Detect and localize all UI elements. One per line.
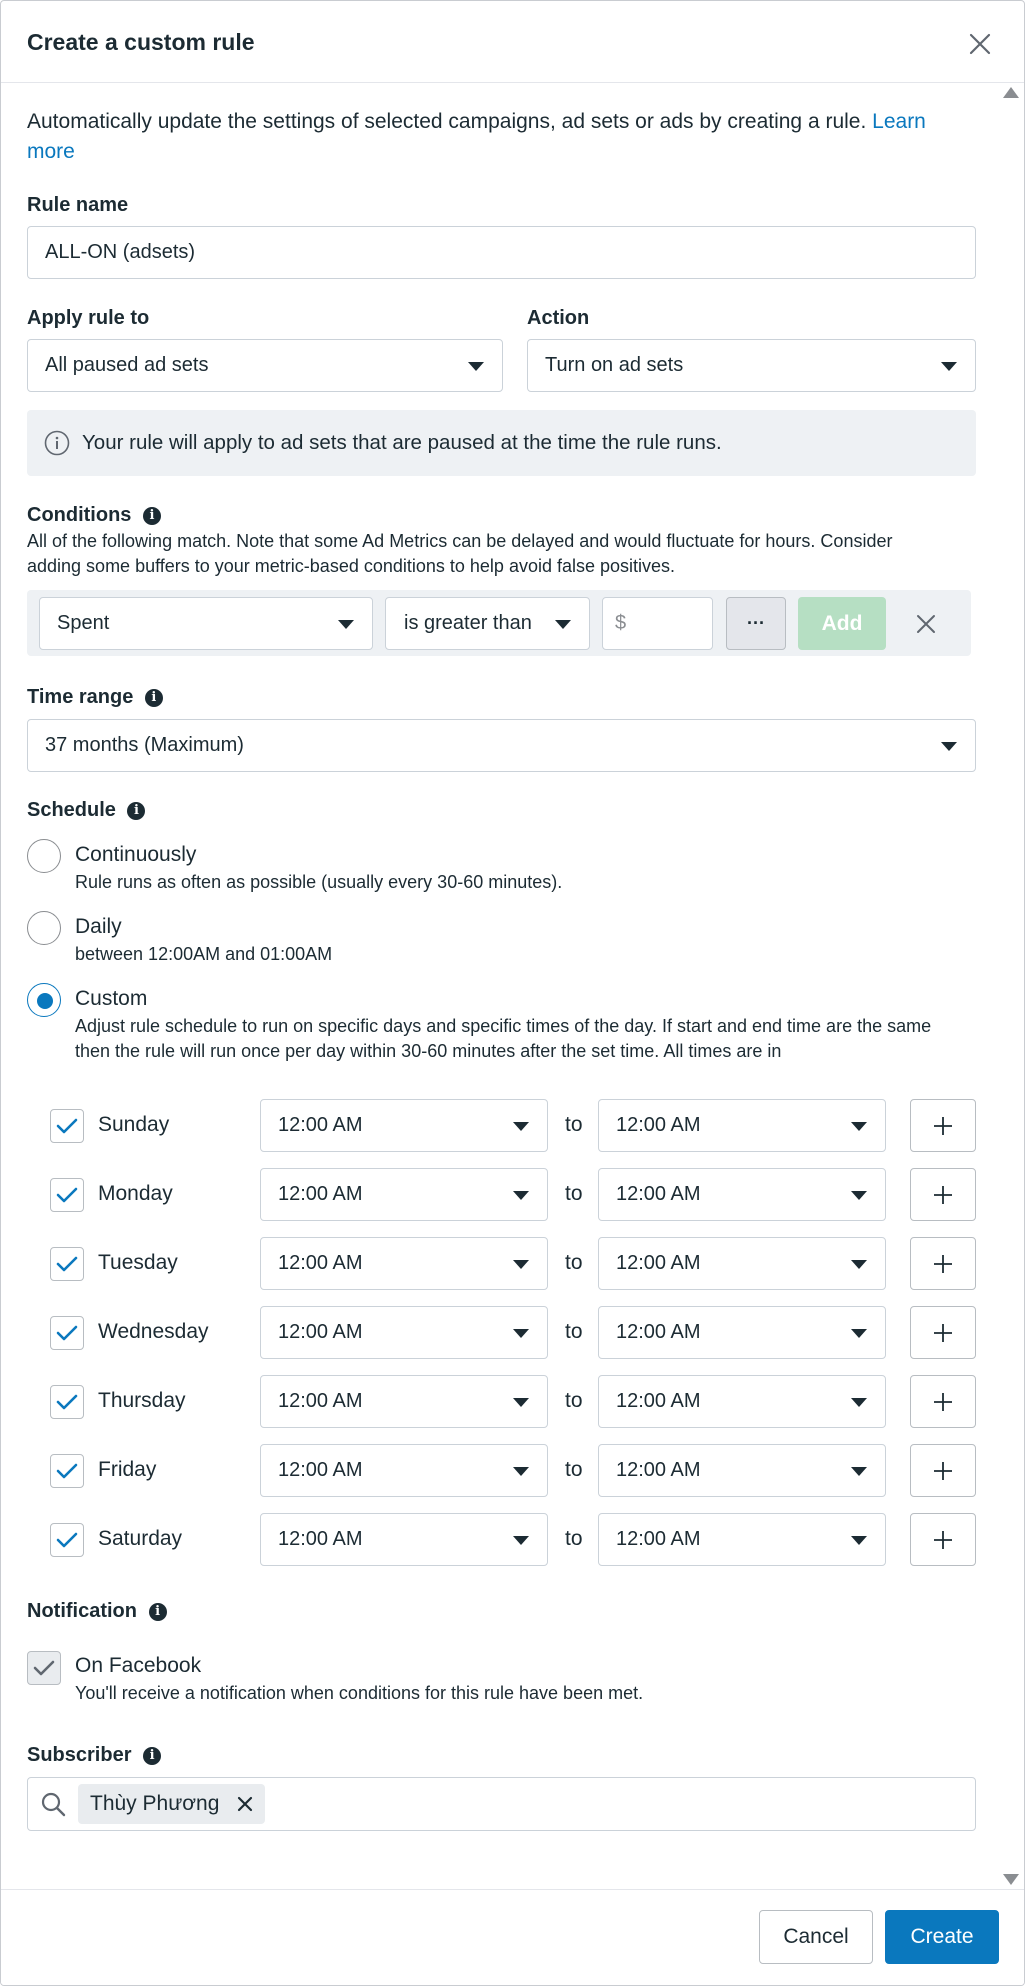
add-time-button-friday[interactable] <box>910 1444 976 1497</box>
action-select[interactable] <box>527 339 976 392</box>
add-time-button-thursday[interactable] <box>910 1375 976 1428</box>
chevron-down-icon <box>851 1329 867 1338</box>
to-label: to <box>565 1458 583 1481</box>
chevron-down-icon <box>851 1467 867 1476</box>
info-icon[interactable]: i <box>127 802 145 820</box>
start-time-select-friday[interactable] <box>260 1444 548 1497</box>
day-checkbox-thursday[interactable] <box>50 1385 84 1419</box>
plus-icon <box>933 1530 953 1550</box>
rule-name-value: ALL-ON (adsets) <box>45 241 196 263</box>
check-icon <box>33 1659 55 1677</box>
condition-metric-select[interactable] <box>39 597 373 650</box>
add-condition-button[interactable] <box>798 597 886 650</box>
add-time-button-wednesday[interactable] <box>910 1306 976 1359</box>
end-time-select-friday[interactable] <box>598 1444 886 1497</box>
chevron-down-icon <box>851 1122 867 1131</box>
check-icon <box>56 1531 78 1549</box>
search-icon <box>40 1791 66 1817</box>
close-icon <box>237 1796 253 1812</box>
start-time-value: 12:00 AM <box>278 1183 363 1205</box>
chevron-down-icon <box>851 1536 867 1545</box>
chevron-down-icon <box>851 1398 867 1407</box>
end-time-select-monday[interactable] <box>598 1168 886 1221</box>
chevron-down-icon <box>555 620 571 629</box>
notification-facebook-label: On Facebook <box>75 1654 202 1677</box>
notification-facebook-sub: You'll receive a notification when conditions for this rule have been met. <box>75 1683 644 1703</box>
schedule-continuously-sub: Rule runs as often as possible (usually every 30-60 minutes). <box>75 872 563 892</box>
check-icon <box>56 1462 78 1480</box>
currency-placeholder: $ <box>615 612 627 634</box>
plus-icon <box>933 1116 953 1136</box>
plus-icon <box>933 1392 953 1412</box>
day-label-wednesday: Wednesday <box>98 1320 209 1343</box>
end-time-value: 12:00 AM <box>616 1390 701 1412</box>
schedule-label <box>27 799 145 822</box>
create-button[interactable] <box>885 1910 999 1964</box>
conditions-label-text: Conditions <box>27 504 132 526</box>
dialog-title: Create a custom rule <box>27 29 255 55</box>
schedule-daily-sub: between 12:00AM and 01:00AM <box>75 944 333 964</box>
start-time-value: 12:00 AM <box>278 1252 363 1274</box>
chevron-down-icon <box>468 362 484 371</box>
notification-label-text: Notification <box>27 1600 137 1622</box>
remove-subscriber-button[interactable] <box>237 1796 253 1812</box>
start-time-value: 12:00 AM <box>278 1114 363 1136</box>
subscriber-chip <box>78 1784 265 1824</box>
end-time-select-tuesday[interactable] <box>598 1237 886 1290</box>
dialog-header <box>1 1 1025 83</box>
end-time-value: 12:00 AM <box>616 1321 701 1343</box>
scroll-up-arrow[interactable] <box>1003 87 1019 98</box>
apply-rule-value: All paused ad sets <box>45 354 209 376</box>
to-label: to <box>565 1320 583 1343</box>
end-time-select-wednesday[interactable] <box>598 1306 886 1359</box>
start-time-value: 12:00 AM <box>278 1528 363 1550</box>
condition-value-input[interactable] <box>602 597 713 650</box>
info-banner <box>27 410 976 476</box>
subscriber-input[interactable] <box>27 1777 976 1831</box>
learn-more-link[interactable]: Learn more <box>27 110 926 163</box>
day-checkbox-saturday[interactable] <box>50 1523 84 1557</box>
check-icon <box>56 1393 78 1411</box>
chevron-down-icon <box>513 1467 529 1476</box>
start-time-value: 12:00 AM <box>278 1321 363 1343</box>
chevron-down-icon <box>513 1398 529 1407</box>
close-button[interactable] <box>963 27 997 61</box>
action-value: Turn on ad sets <box>545 354 684 376</box>
notification-label <box>27 1600 167 1623</box>
condition-operator-select[interactable] <box>385 597 590 650</box>
schedule-continuously-radio[interactable] <box>27 839 61 873</box>
day-checkbox-friday[interactable] <box>50 1454 84 1488</box>
start-time-value: 12:00 AM <box>278 1459 363 1481</box>
add-time-button-sunday[interactable] <box>910 1099 976 1152</box>
day-checkbox-tuesday[interactable] <box>50 1247 84 1281</box>
add-condition-label: Add <box>821 611 863 635</box>
schedule-daily-label: Daily <box>75 915 122 938</box>
plus-icon <box>933 1323 953 1343</box>
check-icon <box>56 1117 78 1135</box>
start-time-select-monday[interactable] <box>260 1168 548 1221</box>
day-label-saturday: Saturday <box>98 1527 183 1550</box>
chevron-down-icon <box>513 1260 529 1269</box>
chevron-down-icon <box>513 1122 529 1131</box>
day-label-tuesday: Tuesday <box>98 1251 178 1274</box>
action-label: Action <box>527 307 590 329</box>
info-icon[interactable]: i <box>145 689 163 707</box>
plus-icon <box>933 1185 953 1205</box>
dialog-footer <box>1 1889 1025 1986</box>
end-time-value: 12:00 AM <box>616 1528 701 1550</box>
chevron-down-icon <box>513 1536 529 1545</box>
schedule-daily-radio[interactable] <box>27 911 61 945</box>
apply-rule-label: Apply rule to <box>27 307 150 329</box>
start-time-select-sunday[interactable] <box>260 1099 548 1152</box>
condition-metric-value: Spent <box>57 612 110 634</box>
day-checkbox-monday[interactable] <box>50 1178 84 1212</box>
more-options-icon: ··· <box>747 613 765 633</box>
day-checkbox-wednesday[interactable] <box>50 1316 84 1350</box>
close-icon <box>969 33 991 55</box>
info-icon <box>44 430 70 456</box>
conditions-description-line1: All of the following match. Note that some Ad Metrics can be delayed and would fluctuate for hours. Consider <box>27 531 893 551</box>
rule-name-input[interactable] <box>27 226 976 279</box>
end-time-select-thursday[interactable] <box>598 1375 886 1428</box>
time-range-select[interactable] <box>27 719 976 772</box>
start-time-select-wednesday[interactable] <box>260 1306 548 1359</box>
check-icon <box>56 1255 78 1273</box>
time-range-label-text: Time range <box>27 686 134 708</box>
plus-icon <box>933 1461 953 1481</box>
chevron-down-icon <box>851 1260 867 1269</box>
to-label: to <box>565 1182 583 1205</box>
chevron-down-icon <box>513 1191 529 1200</box>
start-time-select-tuesday[interactable] <box>260 1237 548 1290</box>
schedule-custom-sub <box>75 1014 975 1064</box>
end-time-value: 12:00 AM <box>616 1252 701 1274</box>
to-label: to <box>565 1113 583 1136</box>
to-label: to <box>565 1251 583 1274</box>
schedule-custom-label: Custom <box>75 987 148 1010</box>
subscriber-label-text: Subscriber <box>27 1744 132 1766</box>
intro-description: Automatically update the settings of selected campaigns, ad sets or ads by creating a rule. <box>27 110 867 133</box>
end-time-value: 12:00 AM <box>616 1459 701 1481</box>
rule-name-label: Rule name <box>27 194 129 216</box>
time-range-label <box>27 686 163 709</box>
cancel-label: Cancel <box>783 1925 849 1948</box>
subscriber-chip-label: Thùy Phương <box>90 1792 220 1815</box>
day-checkbox-sunday[interactable] <box>50 1109 84 1143</box>
time-range-value: 37 months (Maximum) <box>45 734 244 756</box>
start-time-select-saturday[interactable] <box>260 1513 548 1566</box>
check-icon <box>56 1324 78 1342</box>
start-time-select-thursday[interactable] <box>260 1375 548 1428</box>
close-icon <box>915 613 937 635</box>
check-icon <box>56 1186 78 1204</box>
day-label-monday: Monday <box>98 1182 173 1205</box>
schedule-custom-sub-line1: Adjust rule schedule to run on specific days and specific times of the day. If start and end time are the same <box>75 1016 932 1036</box>
notification-facebook-checkbox[interactable] <box>27 1651 61 1685</box>
chevron-down-icon <box>513 1329 529 1338</box>
end-time-select-sunday[interactable] <box>598 1099 886 1152</box>
chevron-down-icon <box>941 362 957 371</box>
condition-operator-value: is greater than <box>404 612 532 634</box>
end-time-select-saturday[interactable] <box>598 1513 886 1566</box>
plus-icon <box>933 1254 953 1274</box>
info-icon[interactable]: i <box>149 1603 167 1621</box>
subscriber-label <box>27 1744 161 1767</box>
apply-rule-select[interactable] <box>27 339 503 392</box>
intro-text <box>27 107 967 167</box>
schedule-custom-radio[interactable] <box>27 983 61 1017</box>
remove-condition-button[interactable] <box>915 613 937 635</box>
chevron-down-icon <box>851 1191 867 1200</box>
scroll-down-arrow[interactable] <box>1003 1874 1019 1885</box>
day-label-friday: Friday <box>98 1458 157 1481</box>
cancel-button[interactable] <box>759 1910 873 1964</box>
create-label: Create <box>910 1925 974 1948</box>
conditions-description <box>27 529 987 579</box>
schedule-continuously-label: Continuously <box>75 843 197 866</box>
conditions-description-line2: adding some buffers to your metric-based conditions to help avoid false positives. <box>27 556 676 576</box>
schedule-custom-sub-line2: then the rule will run once per day within 30-60 minutes after the set time. All times are in <box>75 1041 782 1061</box>
info-icon[interactable]: i <box>143 1747 161 1765</box>
day-label-sunday: Sunday <box>98 1113 170 1136</box>
info-icon[interactable]: i <box>143 507 161 525</box>
conditions-label <box>27 504 161 527</box>
day-label-thursday: Thursday <box>98 1389 186 1412</box>
add-time-button-monday[interactable] <box>910 1168 976 1221</box>
to-label: to <box>565 1389 583 1412</box>
end-time-value: 12:00 AM <box>616 1114 701 1136</box>
add-time-button-saturday[interactable] <box>910 1513 976 1566</box>
info-banner-text: Your rule will apply to ad sets that are paused at the time the rule runs. <box>82 431 722 454</box>
chevron-down-icon <box>941 742 957 751</box>
more-options-button[interactable] <box>726 597 786 650</box>
schedule-label-text: Schedule <box>27 799 116 821</box>
to-label: to <box>565 1527 583 1550</box>
add-time-button-tuesday[interactable] <box>910 1237 976 1290</box>
end-time-value: 12:00 AM <box>616 1183 701 1205</box>
chevron-down-icon <box>338 620 354 629</box>
start-time-value: 12:00 AM <box>278 1390 363 1412</box>
